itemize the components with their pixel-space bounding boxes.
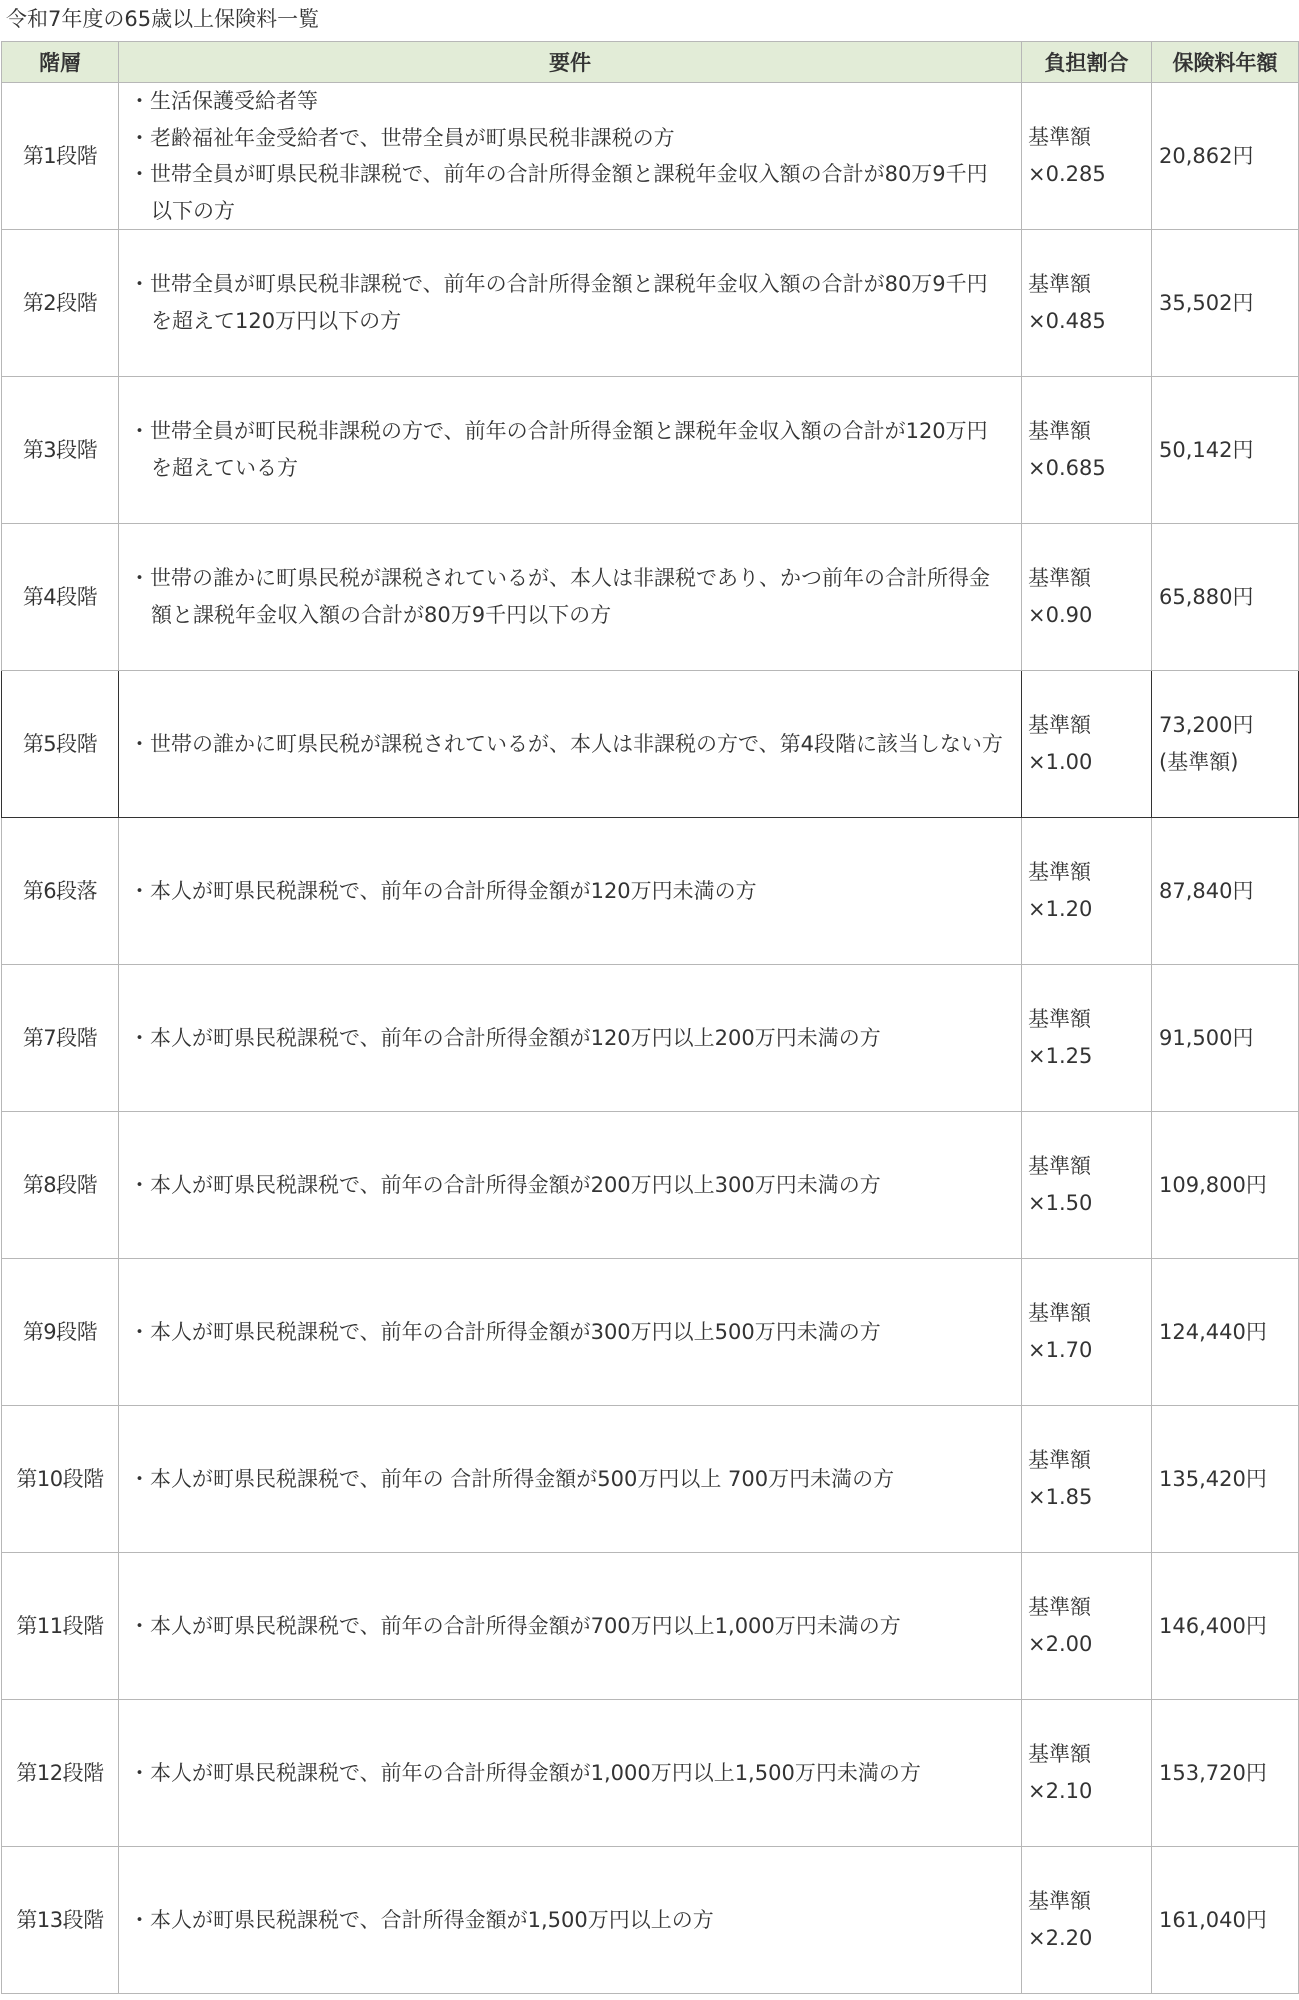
- requirement-item: ・本人が町県民税課税で、前年の 合計所得金額が500万円以上 700万円未満の方: [129, 1466, 895, 1491]
- annual-amount: 73,200円: [1159, 713, 1254, 737]
- amount-cell: [1152, 1259, 1299, 1406]
- ratio-label: 基準額: [1028, 125, 1091, 149]
- requirement-item: ・本人が町県民税課税で、前年の合計所得金額が200万円以上300万円未満の方: [129, 1172, 881, 1197]
- ratio-cell: [1022, 1553, 1152, 1700]
- tier-cell: 第12段階: [2, 1700, 119, 1847]
- amount-cell: [1152, 1112, 1299, 1259]
- requirement-cell: [119, 671, 1022, 818]
- ratio-label: 基準額: [1028, 1301, 1091, 1325]
- annual-amount: 87,840円: [1159, 878, 1254, 903]
- ratio-cell: [1022, 671, 1152, 818]
- requirement-item: ・本人が町県民税課税で、前年の合計所得金額が120万円未満の方: [129, 878, 757, 903]
- tier-cell: 第9段階: [2, 1259, 119, 1406]
- ratio-cell: [1022, 230, 1152, 377]
- ratio-value: ×2.10: [1028, 1779, 1093, 1803]
- tier-cell: 第2段階: [2, 230, 119, 377]
- ratio-cell: [1022, 1700, 1152, 1847]
- table-row: [2, 1406, 1299, 1553]
- annual-amount: 153,720円: [1159, 1760, 1267, 1785]
- header-rank: 階層: [2, 42, 119, 83]
- ratio-label: 基準額: [1028, 1889, 1091, 1913]
- ratio-value: ×2.20: [1028, 1926, 1093, 1950]
- table-row: [2, 965, 1299, 1112]
- requirement-cell: [119, 1259, 1022, 1406]
- ratio-value: ×0.485: [1028, 309, 1106, 333]
- header-ratio: 負担割合: [1022, 42, 1152, 83]
- tier-cell: 第13段階: [2, 1847, 119, 1994]
- ratio-label: 基準額: [1028, 419, 1091, 443]
- ratio-value: ×1.50: [1028, 1191, 1093, 1215]
- tier-cell: 第6段落: [2, 818, 119, 965]
- ratio-label: 基準額: [1028, 1742, 1091, 1766]
- annual-amount: 65,880円: [1159, 584, 1254, 609]
- ratio-cell: [1022, 1112, 1152, 1259]
- annual-amount: 109,800円: [1159, 1172, 1267, 1197]
- requirement-item: ・世帯全員が町県民税非課税で、前年の合計所得金額と課税年金収入額の合計が80万9千円以下の方: [129, 162, 988, 223]
- ratio-label: 基準額: [1028, 272, 1091, 296]
- requirement-cell: [119, 1553, 1022, 1700]
- table-row: [2, 83, 1299, 230]
- ratio-cell: [1022, 1406, 1152, 1553]
- requirement-item: ・本人が町県民税課税で、前年の合計所得金額が1,000万円以上1,500万円未満の方: [129, 1760, 921, 1785]
- table-row: [2, 818, 1299, 965]
- ratio-cell: [1022, 1259, 1152, 1406]
- requirement-item: ・本人が町県民税課税で、合計所得金額が1,500万円以上の方: [129, 1907, 714, 1932]
- tier-cell: 第1段階: [2, 83, 119, 230]
- ratio-value: ×1.20: [1028, 897, 1093, 921]
- amount-note: (基準額): [1159, 750, 1239, 774]
- amount-cell: [1152, 965, 1299, 1112]
- amount-cell: [1152, 1700, 1299, 1847]
- tier-cell: 第5段階: [2, 671, 119, 818]
- tier-cell: 第7段階: [2, 965, 119, 1112]
- annual-amount: 124,440円: [1159, 1319, 1267, 1344]
- requirement-cell: [119, 1112, 1022, 1259]
- requirement-cell: [119, 83, 1022, 230]
- requirement-item: ・本人が町県民税課税で、前年の合計所得金額が300万円以上500万円未満の方: [129, 1319, 881, 1344]
- ratio-cell: [1022, 83, 1152, 230]
- table-row: [2, 524, 1299, 671]
- ratio-value: ×0.90: [1028, 603, 1093, 627]
- annual-amount: 161,040円: [1159, 1907, 1267, 1932]
- table-row: [2, 1112, 1299, 1259]
- requirement-cell: [119, 230, 1022, 377]
- ratio-value: ×1.25: [1028, 1044, 1093, 1068]
- ratio-cell: [1022, 524, 1152, 671]
- requirement-cell: [119, 818, 1022, 965]
- table-row: [2, 230, 1299, 377]
- annual-amount: 35,502円: [1159, 290, 1254, 315]
- tier-cell: 第10段階: [2, 1406, 119, 1553]
- tier-cell: 第3段階: [2, 377, 119, 524]
- requirement-item: ・本人が町県民税課税で、前年の合計所得金額が120万円以上200万円未満の方: [129, 1025, 881, 1050]
- requirement-cell: [119, 1700, 1022, 1847]
- requirement-cell: [119, 524, 1022, 671]
- page-title: 令和7年度の65歳以上保険料一覧: [6, 7, 320, 31]
- table-row: [2, 671, 1299, 818]
- table-body: [2, 83, 1299, 1994]
- header-requirement: 要件: [119, 42, 1022, 83]
- amount-cell: [1152, 1553, 1299, 1700]
- table-row: [2, 1553, 1299, 1700]
- tier-cell: 第11段階: [2, 1553, 119, 1700]
- ratio-label: 基準額: [1028, 1448, 1091, 1472]
- ratio-label: 基準額: [1028, 1595, 1091, 1619]
- requirement-cell: [119, 1847, 1022, 1994]
- tier-cell: 第4段階: [2, 524, 119, 671]
- requirement-item: ・世帯の誰かに町県民税が課税されているが、本人は非課税であり、かつ前年の合計所得金額と課税年金収入額の合計が80万9千円以下の方: [129, 566, 990, 627]
- ratio-label: 基準額: [1028, 1154, 1091, 1178]
- ratio-label: 基準額: [1028, 1007, 1091, 1031]
- ratio-cell: [1022, 1847, 1152, 1994]
- amount-cell: [1152, 1847, 1299, 1994]
- annual-amount: 135,420円: [1159, 1466, 1267, 1491]
- ratio-value: ×0.685: [1028, 456, 1106, 480]
- ratio-label: 基準額: [1028, 713, 1091, 737]
- requirement-item: ・世帯全員が町民税非課税の方で、前年の合計所得金額と課税年金収入額の合計が120万円を超えている方: [129, 419, 988, 480]
- ratio-label: 基準額: [1028, 566, 1091, 590]
- requirement-item: ・生活保護受給者等: [129, 89, 318, 113]
- ratio-value: ×0.285: [1028, 162, 1106, 186]
- annual-amount: 20,862円: [1159, 143, 1254, 168]
- annual-amount: 50,142円: [1159, 437, 1254, 462]
- table-header-row: [2, 42, 1299, 83]
- amount-cell: [1152, 818, 1299, 965]
- requirement-cell: [119, 1406, 1022, 1553]
- annual-amount: 91,500円: [1159, 1025, 1254, 1050]
- ratio-value: ×1.85: [1028, 1485, 1093, 1509]
- ratio-value: ×2.00: [1028, 1632, 1093, 1656]
- amount-cell: [1152, 671, 1299, 818]
- header-amount: 保険料年額: [1152, 42, 1299, 83]
- table-row: [2, 377, 1299, 524]
- table-row: [2, 1259, 1299, 1406]
- amount-cell: [1152, 83, 1299, 230]
- premium-table: [1, 41, 1299, 1994]
- requirement-item: ・世帯全員が町県民税非課税で、前年の合計所得金額と課税年金収入額の合計が80万9千円を超えて120万円以下の方: [129, 272, 988, 333]
- requirement-cell: [119, 965, 1022, 1112]
- ratio-cell: [1022, 818, 1152, 965]
- requirement-item: ・本人が町県民税課税で、前年の合計所得金額が700万円以上1,000万円未満の方: [129, 1613, 901, 1638]
- requirement-item: ・世帯の誰かに町県民税が課税されているが、本人は非課税の方で、第4段階に該当しない方: [129, 731, 1003, 756]
- tier-cell: 第8段階: [2, 1112, 119, 1259]
- ratio-cell: [1022, 377, 1152, 524]
- amount-cell: [1152, 230, 1299, 377]
- annual-amount: 146,400円: [1159, 1613, 1267, 1638]
- ratio-label: 基準額: [1028, 860, 1091, 884]
- ratio-value: ×1.00: [1028, 750, 1093, 774]
- ratio-value: ×1.70: [1028, 1338, 1093, 1362]
- amount-cell: [1152, 1406, 1299, 1553]
- amount-cell: [1152, 377, 1299, 524]
- requirement-item: ・老齢福祉年金受給者で、世帯全員が町県民税非課税の方: [129, 125, 675, 150]
- amount-cell: [1152, 524, 1299, 671]
- requirement-cell: [119, 377, 1022, 524]
- ratio-cell: [1022, 965, 1152, 1112]
- table-row: [2, 1847, 1299, 1994]
- table-row: [2, 1700, 1299, 1847]
